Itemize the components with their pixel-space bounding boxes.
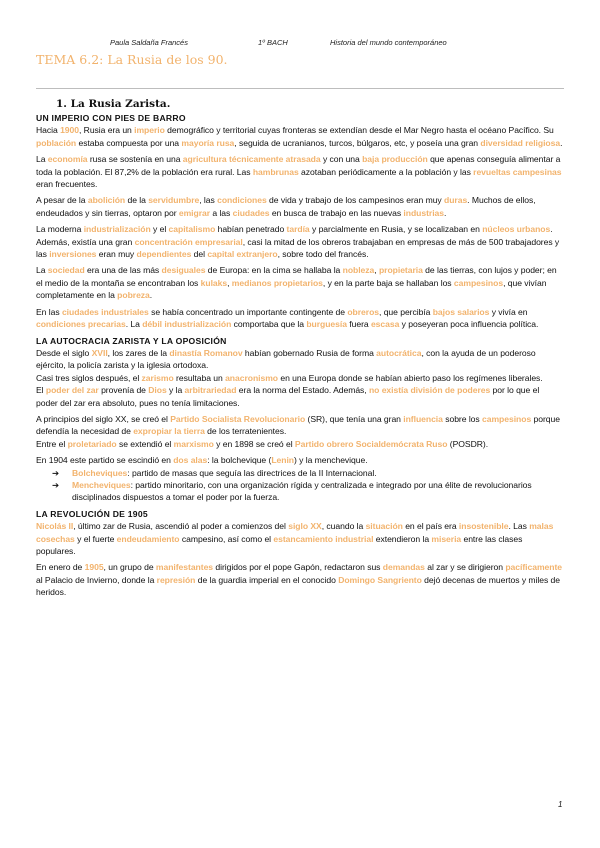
highlighted-term: economía <box>47 154 88 165</box>
highlighted-term: influencia <box>403 413 443 424</box>
highlighted-term: obreros <box>347 306 380 317</box>
heading-imperio: UN IMPERIO CON PIES DE BARRO <box>36 113 186 123</box>
section-heading: 1. La Rusia Zarista. <box>56 98 171 110</box>
text-run: estaba compuesta por una <box>76 137 182 148</box>
text-run: . Además, existía una gran <box>36 224 553 247</box>
highlighted-term: imperio <box>134 125 165 136</box>
highlighted-term: condiciones precarias <box>36 319 126 330</box>
highlighted-term: endeudamiento <box>116 533 180 544</box>
document-body <box>36 112 563 603</box>
highlighted-term: medianos propietarios <box>231 277 323 288</box>
highlighted-term: burguesía <box>306 319 347 330</box>
highlighted-term: propietaria <box>378 265 423 276</box>
paragraph <box>36 438 563 450</box>
highlighted-term: proletariado <box>67 438 117 449</box>
highlighted-term: abolición <box>87 195 126 206</box>
text-run: dirigidos por el pope Gapón, redactaron sus <box>213 562 383 573</box>
highlighted-term: Domingo Sangriento <box>338 574 422 585</box>
text-run: por lo que el poder del zar era absoluto, pues no tenía limitaciones. <box>36 385 540 408</box>
text-run: se extendió el <box>116 438 174 449</box>
highlighted-term: insostenible <box>458 521 509 532</box>
paragraph <box>36 347 563 372</box>
page-number: 1 <box>558 800 563 809</box>
text-run: En 1904 este partido se escindió en <box>36 455 174 466</box>
text-run: azotaban periódicamente a la población y las <box>298 166 474 177</box>
highlighted-term: emigrar <box>178 207 211 218</box>
text-run: , casi la mitad de los obreros trabajaban en empresas de más de 500 trabajadores y las <box>36 236 560 260</box>
text-run: , los zares de la <box>107 347 170 358</box>
paragraph <box>36 384 563 409</box>
bullet-text <box>72 480 532 502</box>
text-run: , sobre todo del francés. <box>277 249 369 260</box>
highlighted-term: Partido Socialista Revolucionario <box>170 413 306 424</box>
highlighted-term: inversiones <box>49 249 97 260</box>
highlighted-term: tardía <box>286 224 310 235</box>
highlighted-term: condiciones <box>217 195 267 206</box>
page-title: TEMA 6.2: La Rusia de los 90. <box>36 52 228 67</box>
text-run: , <box>227 277 232 288</box>
highlighted-term: núcleos urbanos <box>482 224 551 235</box>
text-run: , un grupo de <box>103 562 156 573</box>
text-run: de Europa: en la cima se hallaba la <box>205 265 343 276</box>
text-run: provenía de <box>98 385 149 396</box>
text-run: y parcialmente en Rusia, y se localizaban en <box>309 224 483 235</box>
text-run: . La <box>125 319 143 330</box>
highlighted-term: Partido obrero Socialdemócrata Ruso <box>294 438 448 449</box>
text-run: eran frecuentes. <box>36 179 98 190</box>
text-run: comportaba que la <box>231 319 307 330</box>
highlighted-term: dependientes <box>136 249 192 260</box>
title-divider <box>36 88 564 89</box>
text-run: , las <box>199 195 218 206</box>
text-run: en el país era <box>402 521 459 532</box>
text-run: : la bolchevique ( <box>207 455 272 466</box>
bullet-item <box>36 479 563 504</box>
paragraph <box>36 306 563 331</box>
text-run: Hacia <box>36 125 61 136</box>
text-run: . <box>560 137 563 148</box>
bullet-item <box>36 467 563 479</box>
text-run: al Palacio de Invierno, donde la <box>36 574 157 585</box>
highlighted-term: capital extranjero <box>207 249 278 260</box>
highlighted-term: escasa <box>370 319 400 330</box>
text-run: y en 1898 se creó el <box>213 438 295 449</box>
text-run: , seguida de ucranianos, turcos, búlgaros, etc, y poseía una gran <box>234 137 481 148</box>
text-run: , cuando la <box>321 521 366 532</box>
highlighted-term: ciudades industriales <box>61 306 149 317</box>
text-run: resultaba un <box>173 372 226 383</box>
paragraph <box>36 153 563 190</box>
highlighted-term: campesinos <box>453 277 504 288</box>
highlighted-term: capitalismo <box>168 224 216 235</box>
highlighted-term: demandas <box>382 562 425 573</box>
highlighted-term: nobleza <box>342 265 375 276</box>
highlighted-term: población <box>36 137 77 148</box>
highlighted-term: Bolcheviques <box>72 467 128 478</box>
highlighted-term: 1900 <box>60 125 79 136</box>
text-run: , Rusia era un <box>78 125 135 136</box>
text-run: y poseyeran poca influencia política. <box>399 319 539 330</box>
highlighted-term: diversidad religiosa <box>480 137 561 148</box>
text-run: (POSDR). <box>447 438 489 449</box>
highlighted-term: manifestantes <box>155 562 214 573</box>
text-run: demográfico y territorial cuyas fronteras se extendían desde el Mar Negro hasta el océano Pacífico. Su <box>164 125 554 136</box>
highlighted-term: anacronismo <box>225 372 279 383</box>
highlighted-term: Dios <box>148 385 167 396</box>
highlighted-term: Mencheviques <box>72 479 131 490</box>
paragraph <box>36 194 563 219</box>
highlighted-term: no existía división de poderes <box>368 385 491 396</box>
text-run: A principios del siglo XX, se creó el <box>36 413 171 424</box>
highlighted-term: baja producción <box>362 154 428 165</box>
paragraph <box>36 454 563 466</box>
text-run: Desde el siglo <box>36 347 92 358</box>
text-run: habían penetrado <box>215 224 287 235</box>
highlighted-term: represión <box>156 574 196 585</box>
text-run: Casi tres siglos después, el <box>36 372 142 383</box>
highlighted-term: estancamiento industrial <box>273 533 374 544</box>
highlighted-term: ciudades <box>232 207 270 218</box>
header-author: Paula Saldaña Francés <box>110 38 188 47</box>
highlighted-term: campesinos <box>482 413 532 424</box>
text-run: y el <box>150 224 169 235</box>
text-run: eran muy <box>96 249 137 260</box>
highlighted-term: expropiar la tierra <box>133 426 205 437</box>
heading-revolucion: LA REVOLUCIÓN DE 1905 <box>36 508 148 519</box>
highlighted-term: Lenin <box>271 455 294 466</box>
highlighted-term: kulaks <box>200 277 228 288</box>
paragraph <box>36 520 563 557</box>
text-run: era la norma del Estado. Además, <box>236 385 369 396</box>
text-run: En enero de <box>36 562 85 573</box>
text-run: de la guardia imperial en el conocido <box>195 574 339 585</box>
text-run: Entre el <box>36 438 68 449</box>
paragraph <box>36 264 563 301</box>
arrow-icon: ➔ <box>52 479 60 490</box>
highlighted-term: hambrunas <box>252 166 299 177</box>
header-subject: Historia del mundo contemporáneo <box>330 38 447 47</box>
text-run: se había concentrado un importante contingente de <box>148 306 348 317</box>
highlighted-term: sociedad <box>47 265 85 276</box>
text-run: sobre los <box>442 413 482 424</box>
text-run: , último zar de Rusia, ascendió al poder a comienzos del <box>73 521 289 532</box>
text-run: ) y la menchevique. <box>293 455 368 466</box>
highlighted-term: miseria <box>431 533 462 544</box>
text-run: campesino, así como el <box>179 533 274 544</box>
highlighted-term: autocrática <box>376 347 422 358</box>
highlighted-term: concentración empresarial <box>134 236 243 247</box>
highlighted-term: poder del zar <box>45 385 99 396</box>
text-run: y vivía en <box>489 306 528 317</box>
highlighted-term: duras <box>444 195 468 206</box>
text-run: porque defendía la necesidad de <box>36 413 560 437</box>
text-run: al zar y se dirigieron <box>424 562 506 573</box>
highlighted-term: pobreza <box>117 290 150 301</box>
text-run: habían gobernado Rusia de forma <box>242 347 377 358</box>
text-run: y la <box>166 385 185 396</box>
text-run: de las tierras, con lujos y poder; en el medio de la montaña se encontraban los <box>36 265 557 288</box>
text-run: : partido de masas que seguía las directrices de la II Internacional. <box>127 467 377 478</box>
highlighted-term: arbitrariedad <box>184 385 237 396</box>
bullet-text <box>72 468 377 478</box>
text-run: de vida y trabajo de los campesinos eran muy <box>266 195 445 206</box>
paragraph <box>36 124 563 149</box>
highlighted-term: malas cosechas <box>36 521 554 544</box>
text-run: y el fuerte <box>74 533 117 544</box>
text-run: , que vivían completamente en la <box>36 277 547 301</box>
paragraph <box>36 413 563 438</box>
text-run: La moderna <box>36 224 84 235</box>
text-run: rusa se sostenía en una <box>87 154 183 165</box>
text-run: A pesar de la <box>36 195 88 206</box>
highlighted-term: bajos salarios <box>432 306 490 317</box>
highlighted-term: Nicolás II <box>36 521 74 532</box>
highlighted-term: pacíficamente <box>505 562 563 573</box>
highlighted-term: situación <box>365 521 403 532</box>
highlighted-term: industrialización <box>83 224 151 235</box>
text-run: , con la ayuda de un poderoso ejército, la policía zarista y la iglesia ortodoxa. <box>36 347 536 371</box>
paragraph <box>36 223 563 260</box>
highlighted-term: servidumbre <box>148 195 200 206</box>
heading-autocracia: LA AUTOCRACIA ZARISTA Y LA OPOSICIÓN <box>36 335 227 346</box>
text-run: de los terratenientes. <box>204 426 287 437</box>
text-run: fuera <box>346 319 371 330</box>
highlighted-term: industrias <box>403 207 444 218</box>
text-run: dejó decenas de muertos y miles de heridos. <box>36 574 561 598</box>
text-run: . <box>149 290 153 301</box>
text-run: , que percibía <box>379 306 433 317</box>
paragraph <box>36 372 563 384</box>
text-run: . <box>444 207 447 218</box>
highlighted-term: mayoría rusa <box>181 137 235 148</box>
highlighted-term: marxismo <box>173 438 214 449</box>
text-run: del <box>191 249 208 260</box>
arrow-icon: ➔ <box>52 467 60 478</box>
highlighted-term: agricultura técnicamente atrasada <box>182 154 321 165</box>
highlighted-term: dos alas <box>173 455 208 466</box>
text-run: era una de las más <box>84 265 162 276</box>
text-run: que apenas conseguía alimentar a toda la población. El 87,2% de la población era rural. Las <box>36 154 561 177</box>
text-run: La <box>36 154 48 165</box>
paragraph <box>36 561 563 598</box>
highlighted-term: XVII <box>91 347 108 358</box>
header-course: 1º BACH <box>258 38 288 47</box>
highlighted-term: débil industrialización <box>142 319 232 330</box>
highlighted-term: revueltas campesinas <box>473 166 562 177</box>
text-run: a las <box>210 207 233 218</box>
highlighted-term: zarismo <box>141 372 174 383</box>
text-run: en busca de trabajo en las nuevas <box>269 207 404 218</box>
text-run: , y en la parte baja se hallaban los <box>322 277 454 288</box>
text-run: y con una <box>320 154 363 165</box>
text-run: . Las <box>508 521 530 532</box>
text-run: : partido minoritario, con una organización rígida y centralizada e integrado por una élite de revolucionarios disciplinados dispuestos a tomar el poder por la fuerza. <box>72 479 532 503</box>
text-run: La <box>36 265 48 276</box>
highlighted-term: 1905 <box>84 562 104 573</box>
text-run: entre las clases populares. <box>36 533 523 556</box>
highlighted-term: desiguales <box>161 265 206 276</box>
text-run: de la <box>125 195 149 206</box>
text-run: extendieron la <box>373 533 432 544</box>
highlighted-term: dinastía Romanov <box>169 347 243 358</box>
text-run: El <box>36 385 46 396</box>
text-run: en una Europa donde se habían abierto paso los regímenes liberales. <box>278 372 543 383</box>
text-run: (SR), que tenía una gran <box>305 413 404 424</box>
highlighted-term: siglo XX <box>288 521 322 532</box>
text-run: . Muchos de ellos, endeudados y sin tierras, optaron por <box>36 195 536 218</box>
text-run: , <box>374 265 379 276</box>
text-run: En las <box>36 306 62 317</box>
